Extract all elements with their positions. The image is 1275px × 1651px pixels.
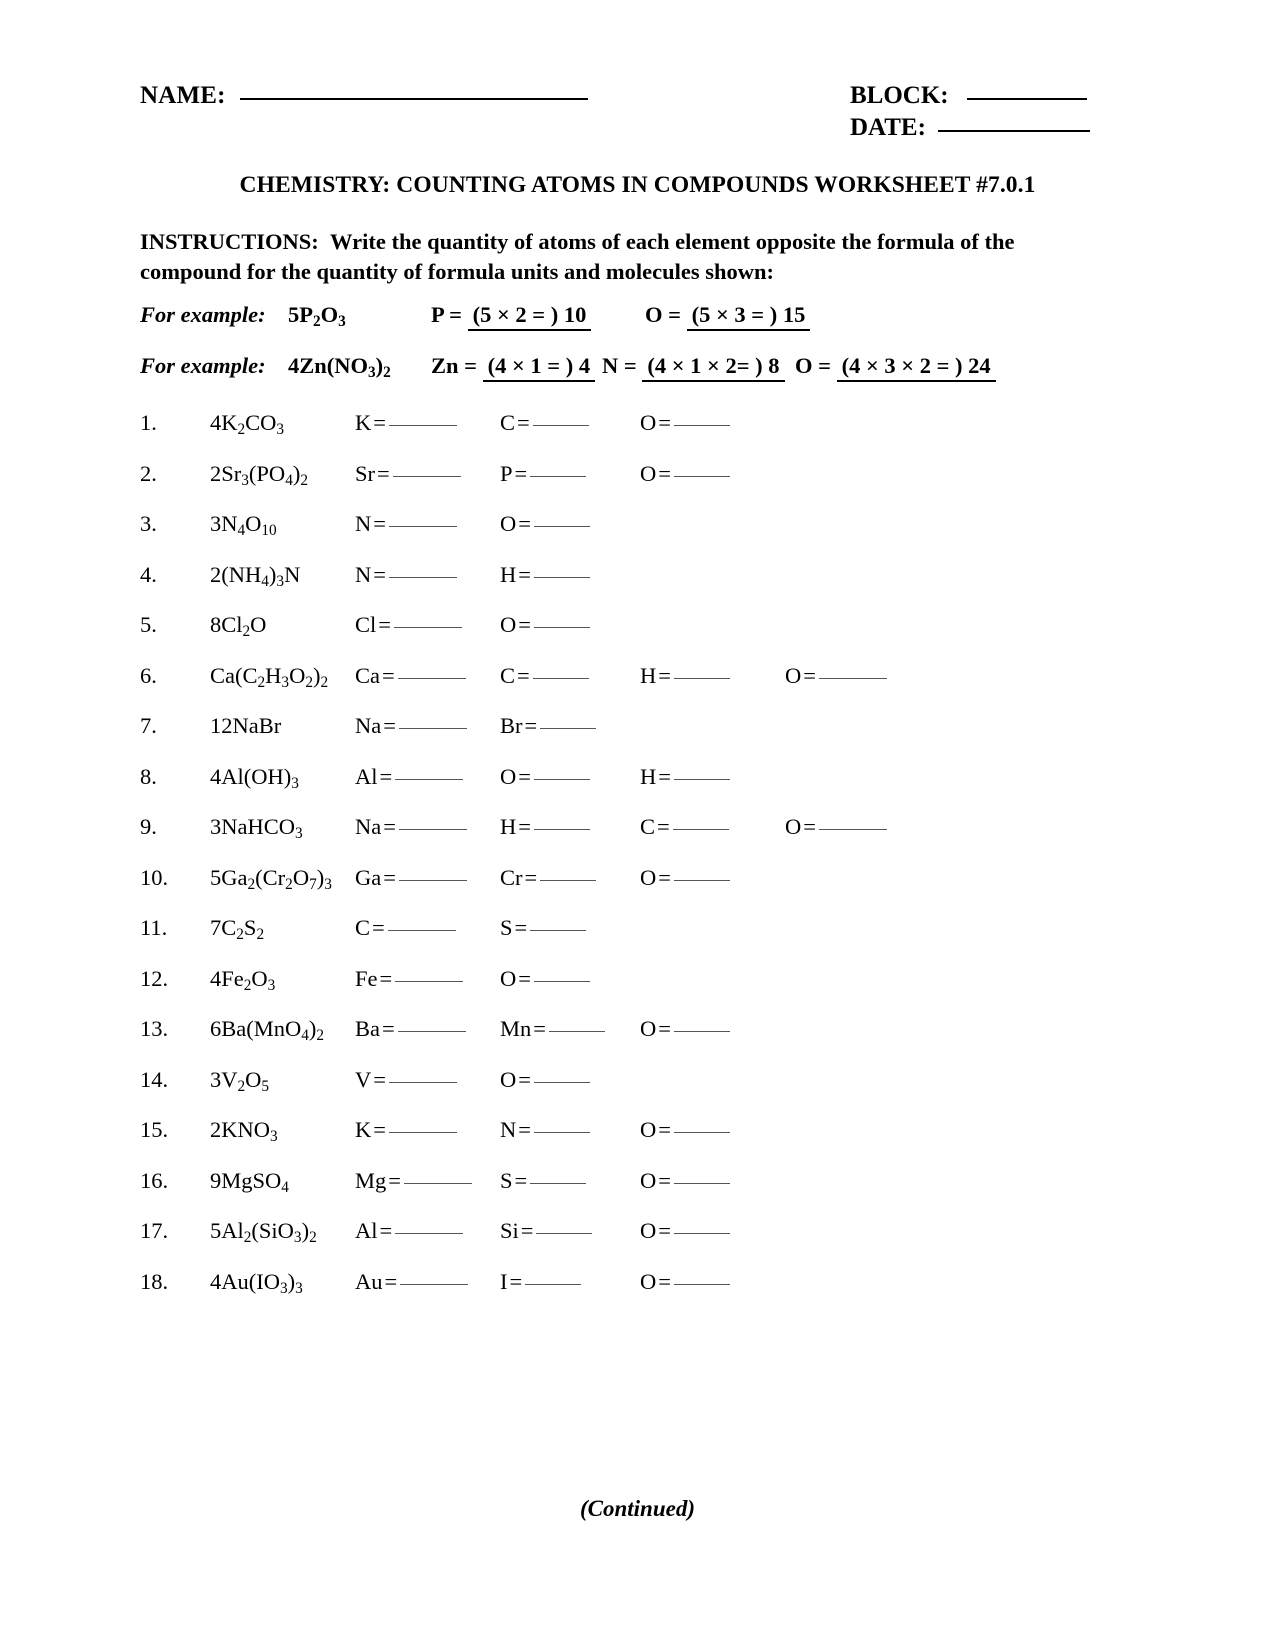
equals-sign: = (518, 965, 531, 991)
element-symbol: O (500, 511, 517, 536)
equals-sign: = (658, 662, 671, 688)
element-symbol: Au (355, 1268, 383, 1294)
equals-sign: = (657, 814, 670, 839)
answer-field-group (500, 966, 590, 992)
answer-field-group (355, 1067, 457, 1093)
answer-field-group (355, 461, 461, 487)
name-input-line[interactable] (240, 98, 588, 100)
answer-input-line[interactable] (674, 425, 730, 426)
answer-input-line[interactable] (534, 779, 590, 780)
answer-input-line[interactable] (819, 829, 887, 830)
equals-sign: = (517, 662, 530, 688)
answer-input-line[interactable] (393, 476, 461, 477)
element-symbol: O (640, 1268, 657, 1294)
answer-field-group (355, 1269, 468, 1295)
element-symbol: Al (355, 1218, 378, 1243)
answer-input-line[interactable] (534, 627, 590, 628)
element-symbol: V (355, 1066, 372, 1092)
answer-input-line[interactable] (540, 728, 596, 729)
equals-sign: = (658, 1268, 671, 1294)
element-symbol: S (500, 1167, 513, 1193)
problem-formula: $2Sr_3(PO_4)_2$ (210, 460, 308, 489)
equals-sign: = (378, 612, 391, 637)
answer-field-group (500, 764, 590, 790)
problem-row (140, 713, 1140, 743)
element-symbol: Fe (355, 965, 378, 991)
example-answer-value: (4 × 1 = ) 4 (483, 353, 596, 382)
problem-row (140, 410, 1140, 440)
problem-formula: $4Fe_2O_3$ (210, 965, 276, 994)
answer-field-group (355, 511, 457, 537)
problem-number: 17. (140, 1218, 169, 1243)
element-symbol: Na (355, 713, 382, 738)
element-symbol: N (500, 1117, 517, 1142)
answer-field-group (640, 1218, 730, 1244)
date-label: DATE: (850, 114, 926, 141)
element-symbol: I (500, 1268, 508, 1294)
problem-formula: $5Al_2(SiO_3)_2$ (210, 1218, 317, 1246)
answer-field-group (500, 865, 596, 891)
answer-field-group (785, 663, 887, 689)
equals-sign: = (373, 561, 386, 587)
answer-input-line[interactable] (530, 476, 586, 477)
answer-input-line[interactable] (674, 1233, 730, 1234)
example-formula: $4Zn(NO_3)_2$ (288, 353, 391, 381)
answer-input-line[interactable] (674, 880, 730, 881)
equals-sign: = (520, 1218, 534, 1243)
problem-row (140, 915, 1140, 945)
answer-input-line[interactable] (674, 1284, 730, 1285)
example-formula: $5P_2O_3$ (288, 302, 346, 330)
problem-row (140, 1218, 1140, 1248)
answer-field-group (500, 1067, 590, 1093)
equals-sign: = (658, 410, 671, 435)
answer-field-group (640, 1269, 730, 1295)
element-symbol: N (355, 511, 372, 536)
answer-field-group (355, 410, 457, 436)
element-symbol: Ba (355, 1016, 380, 1041)
answer-input-line[interactable] (398, 1031, 466, 1032)
answer-input-line[interactable] (674, 678, 730, 679)
answer-field-group (500, 511, 590, 537)
answer-field-group (640, 814, 729, 840)
equals-sign: = (518, 1066, 531, 1092)
equals-sign: = (518, 1117, 531, 1142)
answer-input-line[interactable] (404, 1183, 472, 1184)
element-symbol: C (500, 410, 516, 435)
problem-formula: $Ca(C_2H_3O_2)_2$ (210, 662, 329, 691)
problem-number: 14. (140, 1066, 169, 1092)
answer-input-line[interactable] (399, 728, 467, 729)
example-answer-value: (5 × 2 = ) 10 (468, 302, 592, 331)
element-symbol: O (785, 662, 802, 688)
equals-sign: = (373, 1066, 386, 1092)
element-symbol: O (640, 1218, 657, 1243)
problem-formula: $4K_2CO_3$ (210, 410, 285, 438)
equals-sign: = (658, 1167, 671, 1193)
example-answer (431, 353, 595, 382)
answer-input-line[interactable] (399, 880, 467, 881)
problem-number: 1. (140, 410, 157, 435)
answer-field-group (355, 713, 467, 739)
equals-sign: = (373, 511, 386, 536)
answer-input-line[interactable] (389, 526, 457, 527)
answer-field-group (500, 1117, 590, 1143)
element-symbol: O = (645, 302, 687, 327)
element-symbol: K (355, 410, 372, 435)
example-answer (645, 302, 810, 331)
element-symbol: Mg (355, 1167, 387, 1193)
element-symbol: Br (500, 713, 523, 738)
element-symbol: N = (602, 353, 643, 378)
equals-sign: = (517, 410, 530, 435)
worksheet-header (140, 82, 1135, 152)
answer-input-line[interactable] (534, 1082, 590, 1083)
example-answer-value: (4 × 3 × 2 = ) 24 (837, 353, 996, 382)
equals-sign: = (383, 814, 396, 839)
element-symbol: O (640, 460, 657, 486)
equals-sign: = (658, 1218, 671, 1243)
problem-formula: $4Al(OH)_3$ (210, 763, 299, 792)
problem-row (140, 1016, 1140, 1046)
answer-field-group (785, 814, 887, 840)
answer-field-group (355, 865, 467, 891)
equals-sign: = (803, 662, 816, 688)
equals-sign: = (658, 763, 671, 789)
element-symbol: Ga (355, 864, 382, 890)
element-symbol: Cl (355, 612, 377, 637)
element-symbol: S (500, 915, 513, 940)
answer-input-line[interactable] (398, 678, 466, 679)
element-symbol: P (500, 460, 513, 486)
block-field-group (850, 82, 1090, 114)
answer-input-line[interactable] (395, 779, 463, 780)
equals-sign: = (372, 915, 385, 940)
answer-field-group (500, 915, 586, 941)
equals-sign: = (518, 561, 531, 587)
equals-sign: = (518, 612, 531, 637)
equals-sign: = (533, 1016, 546, 1041)
equals-sign: = (388, 1167, 401, 1193)
answer-field-group (640, 663, 730, 689)
element-symbol: Cr (500, 864, 523, 890)
page-title: CHEMISTRY: COUNTING ATOMS IN COMPOUNDS WORKSHEET #7.0.1 (239, 172, 1036, 198)
answer-input-line[interactable] (540, 880, 596, 881)
equals-sign: = (514, 460, 528, 486)
answer-input-line[interactable] (395, 1233, 463, 1234)
answer-input-line[interactable] (400, 1284, 468, 1285)
element-symbol: Na (355, 814, 382, 839)
element-symbol: O (500, 1066, 517, 1092)
element-symbol: O (640, 1167, 657, 1193)
element-symbol: H (500, 561, 517, 587)
answer-input-line[interactable] (549, 1031, 605, 1032)
equals-sign: = (518, 763, 531, 789)
element-symbol: O = (795, 353, 837, 378)
answer-input-line[interactable] (819, 678, 887, 679)
example-label: For example: (140, 353, 266, 378)
element-symbol: Al (355, 763, 378, 789)
element-symbol: O (785, 814, 802, 839)
answer-field-group (640, 461, 730, 487)
answer-field-group (640, 865, 730, 891)
equals-sign: = (524, 864, 538, 890)
problem-number: 15. (140, 1117, 169, 1142)
problem-row (140, 814, 1140, 844)
problem-number: 3. (140, 511, 157, 536)
example-answer-value: (4 × 1 × 2= ) 8 (642, 353, 784, 382)
problem-number: 2. (140, 460, 157, 486)
answer-field-group (355, 562, 457, 588)
answer-field-group (355, 1168, 472, 1194)
equals-sign: = (658, 1117, 671, 1142)
problem-row (140, 1168, 1140, 1198)
name-field-group (140, 82, 588, 110)
answer-input-line[interactable] (534, 981, 590, 982)
example-label: For example: (140, 302, 266, 327)
problem-number: 5. (140, 612, 157, 637)
element-symbol: Zn = (431, 353, 483, 378)
answer-input-line[interactable] (534, 526, 590, 527)
date-field-group (850, 114, 1090, 146)
problem-formula: $4Au(IO_3)_3$ (210, 1268, 303, 1297)
example-answer (602, 353, 785, 382)
answer-input-line[interactable] (536, 1233, 592, 1234)
problem-number: 7. (140, 713, 157, 738)
problem-row (140, 1067, 1140, 1097)
problem-formula: $5Ga_2(Cr_2O_7)_3$ (210, 864, 332, 893)
problem-row (140, 966, 1140, 996)
answer-field-group (640, 1117, 730, 1143)
answer-input-line[interactable] (674, 1031, 730, 1032)
answer-field-group (500, 713, 596, 739)
answer-input-line[interactable] (395, 981, 463, 982)
answer-field-group (355, 966, 463, 992)
element-symbol: O (640, 864, 657, 890)
equals-sign: = (384, 1268, 398, 1294)
equals-sign: = (524, 713, 538, 738)
equals-sign: = (379, 965, 393, 991)
problem-formula: $8Cl_2O$ (210, 612, 267, 640)
problem-row (140, 1117, 1140, 1147)
answer-input-line[interactable] (534, 577, 590, 578)
equals-sign: = (379, 763, 393, 789)
element-symbol: O (640, 1117, 657, 1142)
instructions-block (140, 227, 1020, 287)
answer-field-group (500, 1168, 586, 1194)
equals-sign: = (509, 1268, 523, 1294)
answer-input-line[interactable] (534, 1132, 590, 1133)
element-symbol: H (500, 814, 517, 839)
answer-field-group (355, 1016, 466, 1042)
answer-field-group (355, 764, 463, 790)
answer-input-line[interactable] (533, 678, 589, 679)
problem-number: 8. (140, 763, 157, 789)
equals-sign: = (803, 814, 816, 839)
answer-field-group (500, 410, 589, 436)
element-symbol: O (500, 965, 517, 991)
element-symbol: N (355, 561, 372, 587)
element-symbol: C (500, 662, 516, 688)
equals-sign: = (658, 1016, 671, 1041)
problem-number: 16. (140, 1167, 169, 1193)
equals-sign: = (518, 814, 531, 839)
answer-field-group (640, 410, 730, 436)
problem-number: 6. (140, 662, 157, 688)
problem-formula: $3N_4O_{10}$ (210, 511, 277, 539)
problem-row (140, 865, 1140, 895)
answer-input-line[interactable] (530, 1183, 586, 1184)
answer-field-group (500, 1218, 592, 1244)
answer-field-group (500, 1269, 581, 1295)
instructions-label: INSTRUCTIONS: (140, 229, 319, 254)
equals-sign: = (373, 1117, 386, 1142)
element-symbol: H (640, 662, 657, 688)
problem-formula: 3NaHCO$_3$ (210, 814, 303, 842)
answer-input-line[interactable] (674, 779, 730, 780)
equals-sign: = (383, 713, 396, 738)
problem-formula: 9MgSO$_4$ (210, 1167, 289, 1196)
answer-field-group (355, 814, 467, 840)
element-symbol: C (640, 814, 656, 839)
answer-input-line[interactable] (674, 476, 730, 477)
name-label: NAME: (140, 82, 226, 109)
element-symbol: P = (431, 302, 468, 327)
example-answer (795, 353, 996, 382)
date-input-line[interactable] (938, 130, 1090, 132)
answer-input-line[interactable] (534, 829, 590, 830)
answer-input-line[interactable] (394, 627, 462, 628)
problem-number: 10. (140, 864, 169, 890)
answer-field-group (355, 1218, 463, 1244)
problem-row (140, 511, 1140, 541)
problem-number: 12. (140, 965, 169, 991)
problem-row (140, 764, 1140, 794)
problem-row (140, 663, 1140, 693)
block-date-group (850, 82, 1090, 146)
element-symbol: O (640, 1016, 657, 1041)
element-symbol: Sr (355, 460, 376, 486)
problem-formula: $2KNO_3$ (210, 1117, 278, 1145)
answer-input-line[interactable] (530, 930, 586, 931)
answer-field-group (355, 612, 462, 638)
instructions-text: Write the quantity of atoms of each element opposite the formula of the compound for the quantity of formula units and molecules shown: (140, 229, 1015, 284)
answer-input-line[interactable] (399, 829, 467, 830)
equals-sign: = (373, 410, 386, 435)
problem-formula: $6Ba(MnO_4)_2$ (210, 1016, 325, 1044)
element-symbol: O (500, 763, 517, 789)
element-symbol: O (500, 612, 517, 637)
element-symbol: H (640, 763, 657, 789)
equals-sign: = (514, 915, 528, 940)
equals-sign: = (382, 1016, 395, 1041)
answer-input-line[interactable] (674, 1132, 730, 1133)
problem-row (140, 612, 1140, 642)
answer-field-group (355, 663, 466, 689)
equals-sign: = (658, 460, 671, 486)
element-symbol: K (355, 1117, 372, 1142)
problem-number: 9. (140, 814, 157, 839)
equals-sign: = (658, 864, 671, 890)
element-symbol: Si (500, 1218, 519, 1243)
example-answer (431, 302, 591, 331)
problem-number: 11. (140, 915, 168, 940)
answer-input-line[interactable] (389, 425, 457, 426)
answer-field-group (500, 612, 590, 638)
answer-input-line[interactable] (388, 930, 456, 931)
answer-field-group (500, 663, 589, 689)
equals-sign: = (514, 1167, 528, 1193)
block-input-line[interactable] (967, 98, 1087, 100)
problem-formula: $3V_2O_5$ (210, 1066, 270, 1095)
problem-row (140, 461, 1140, 491)
problem-formula: 12NaBr (210, 713, 282, 738)
answer-input-line[interactable] (389, 577, 457, 578)
answer-input-line[interactable] (389, 1132, 457, 1133)
problem-formula: $2(NH_4)_3N$ (210, 561, 301, 590)
answer-field-group (355, 1117, 457, 1143)
equals-sign: = (377, 460, 390, 486)
equals-sign: = (382, 662, 395, 688)
answer-field-group (640, 764, 730, 790)
continued-footer: (Continued) (579, 1496, 696, 1521)
answer-field-group (640, 1168, 730, 1194)
answer-field-group (500, 1016, 605, 1042)
element-symbol: C (355, 915, 371, 940)
answer-field-group (640, 1016, 730, 1042)
problem-row (140, 562, 1140, 592)
answer-input-line[interactable] (525, 1284, 581, 1285)
answer-field-group (500, 461, 586, 487)
answer-input-line[interactable] (673, 829, 729, 830)
element-symbol: Mn (500, 1016, 532, 1041)
element-symbol: O (640, 410, 657, 435)
problem-row (140, 1269, 1140, 1299)
answer-field-group (500, 814, 590, 840)
problem-formula: $7C_2S_2$ (210, 915, 265, 943)
equals-sign: = (518, 511, 531, 536)
problem-number: 13. (140, 1016, 169, 1041)
answer-field-group (500, 562, 590, 588)
answer-input-line[interactable] (389, 1082, 457, 1083)
equals-sign: = (383, 864, 396, 890)
equals-sign: = (379, 1218, 393, 1243)
answer-input-line[interactable] (533, 425, 589, 426)
answer-input-line[interactable] (674, 1183, 730, 1184)
answer-field-group (355, 915, 456, 941)
block-label: BLOCK: (850, 82, 949, 109)
problem-number: 4. (140, 561, 157, 587)
element-symbol: Ca (355, 662, 380, 688)
example-answer-value: (5 × 3 = ) 15 (687, 302, 811, 331)
problem-number: 18. (140, 1268, 169, 1294)
